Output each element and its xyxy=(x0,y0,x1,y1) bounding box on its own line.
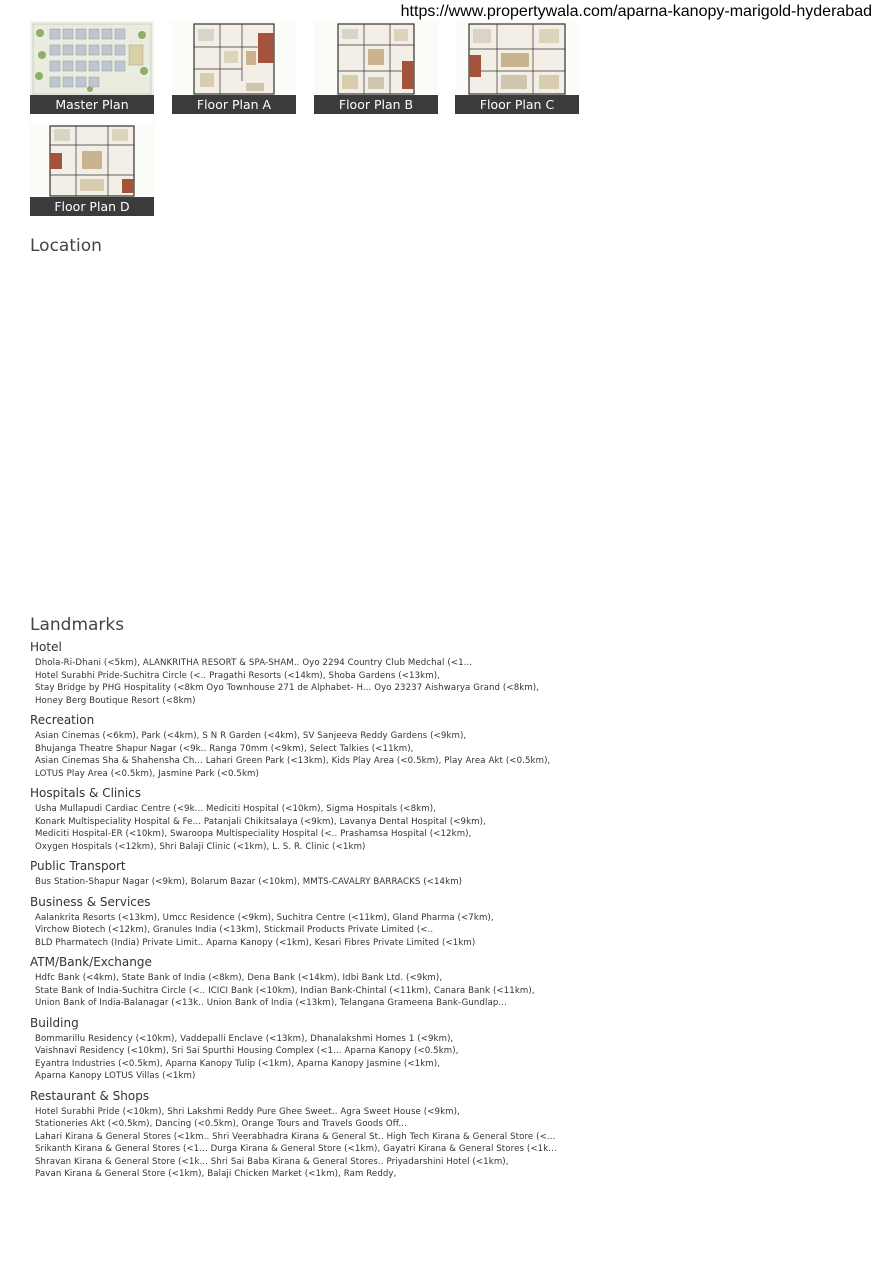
thumbnail-caption: Floor Plan A xyxy=(172,95,296,114)
floor-plan-b-image xyxy=(314,21,438,96)
master-plan-thumbnail[interactable] xyxy=(30,21,154,114)
floor-plan-a-image xyxy=(172,21,296,96)
landmark-line: Vaishnavi Residency (<10km), Sri Sai Spurthi Housing Complex (<1... Aparna Kanopy (<0.5km), xyxy=(35,1046,459,1056)
floor-plan-a-thumbnail[interactable] xyxy=(172,21,296,114)
landmark-category xyxy=(30,1016,630,1083)
landmark-category-title: ATM/Bank/Exchange xyxy=(30,955,152,969)
landmark-line: Bhujanga Theatre Shapur Nagar (<9k.. Ranga 70mm (<9km), Select Talkies (<11km), xyxy=(35,743,414,754)
landmark-line: Stationeries Akt (<0.5km), Dancing (<0.5km), Orange Tours and Travels Goods Off... xyxy=(35,1119,407,1129)
landmark-category-title: Business & Services xyxy=(30,894,151,909)
floor-plan-d-thumbnail[interactable] xyxy=(30,123,154,216)
landmark-line: Dhola-Ri-Dhani (<5km), ALANKRITHA RESORT & SPA-SHAM.. Oyo 2294 Country Club Medchal (<1... xyxy=(35,658,473,668)
landmarks-title: Landmarks xyxy=(30,615,125,635)
landmark-line: Bus Station-Shapur Nagar (<9km), Bolarum Bazar (<10km), MMTS-CAVALRY BARRACKS (<14km) xyxy=(35,877,463,887)
floor-plan-c-image xyxy=(455,21,579,96)
floor-plan-d-image xyxy=(30,123,154,198)
landmark-category xyxy=(30,713,630,780)
landmark-line: Konark Multispeciality Hospital & Fe... Patanjali Chikitsalaya (<9km), Lavanya Dental Hospital (<9km), xyxy=(35,816,486,827)
page-url[interactable]: https://www.propertywala.com/aparna-kanopy-marigold-hyderabad xyxy=(400,3,872,20)
landmark-category xyxy=(30,1089,630,1181)
landmark-line: Aparna Kanopy LOTUS Villas (<1km) xyxy=(35,1071,196,1081)
landmark-category xyxy=(30,640,630,707)
landmark-category-title: Building xyxy=(30,1015,79,1030)
landmark-category xyxy=(30,955,630,1010)
landmark-line: Asian Cinemas Sha & Shahensha Ch... Lahari Green Park (<13km), Kids Play Area (<0.5km), Play Area Akt (<0.5km), xyxy=(35,756,551,766)
location-title: Location xyxy=(30,236,102,256)
landmark-line: Hdfc Bank (<4km), State Bank of India (<8km), Dena Bank (<14km), Idbi Bank Ltd. (<9km), xyxy=(35,973,443,983)
landmark-line: Mediciti Hospital-ER (<10km), Swaroopa Multispeciality Hospital (<.. Prashamsa Hospital (<12km), xyxy=(35,829,472,839)
landmark-line: Shravan Kirana & General Store (<1k... Shri Sai Baba Kirana & General Stores.. Priyadarshini Hotel (<1km), xyxy=(35,1156,509,1167)
landmark-line: Hotel Surabhi Pride-Suchitra Circle (<.. Pragathi Resorts (<14km), Shoba Gardens (<13km), xyxy=(35,670,440,681)
landmark-line: Hotel Surabhi Pride (<10km), Shri Lakshmi Reddy Pure Ghee Sweet.. Agra Sweet House (<9km), xyxy=(35,1106,460,1117)
landmark-line: Eyantra Industries (<0.5km), Aparna Kanopy Tulip (<1km), Aparna Kanopy Jasmine (<1km), xyxy=(35,1058,441,1069)
landmark-line: Stay Bridge by PHG Hospitality (<8km Oyo Townhouse 271 de Alphabet- H... Oyo 23237 Aishwarya Grand (<8km), xyxy=(35,683,540,693)
landmark-category-title: Public Transport xyxy=(30,859,126,873)
landmark-category xyxy=(30,895,630,950)
landmark-line: Bommarillu Residency (<10km), Vaddepalli Enclave (<13km), Dhanalakshmi Homes 1 (<9km), xyxy=(35,1033,454,1044)
landmark-category-title: Hotel xyxy=(30,640,62,654)
landmark-line: Asian Cinemas (<6km), Park (<4km), S N R Garden (<4km), SV Sanjeeva Reddy Gardens (<9km), xyxy=(35,731,467,741)
landmark-line: Lahari Kirana & General Stores (<1km.. Shri Veerabhadra Kirana & General St.. High Tech Kirana & General Store (<... xyxy=(35,1131,556,1142)
landmark-line: Pavan Kirana & General Store (<1km), Balaji Chicken Market (<1km), Ram Reddy, xyxy=(35,1169,397,1179)
landmark-category-title: Restaurant & Shops xyxy=(30,1088,150,1103)
master-plan-image xyxy=(30,21,154,96)
landmark-line: Usha Mullapudi Cardiac Centre (<9k... Mediciti Hospital (<10km), Sigma Hospitals (<8km), xyxy=(35,804,436,814)
landmarks-list xyxy=(30,640,630,1187)
landmark-category-title: Hospitals & Clinics xyxy=(30,786,142,800)
floor-plan-c-thumbnail[interactable] xyxy=(455,21,579,114)
landmark-line: Union Bank of India-Balanagar (<13k.. Union Bank of India (<13km), Telangana Grameena Bank-Gundlap... xyxy=(35,998,507,1008)
floor-plan-b-thumbnail[interactable] xyxy=(314,21,438,114)
landmark-line: BLD Pharmatech (India) Private Limit.. Aparna Kanopy (<1km), Kesari Fibres Private Limited (<1km) xyxy=(35,937,476,948)
landmark-line: Oxygen Hospitals (<12km), Shri Balaji Clinic (<1km), L. S. R. Clinic (<1km) xyxy=(35,841,366,852)
landmark-line: Srikanth Kirana & General Stores (<1... Durga Kirana & General Store (<1km), Gayatri Kirana & General Stores (<1k... xyxy=(35,1144,557,1154)
landmark-line: Honey Berg Boutique Resort (<8km) xyxy=(35,695,196,706)
thumbnail-caption: Floor Plan C xyxy=(455,95,579,114)
landmark-category-title: Recreation xyxy=(30,713,95,727)
landmark-line: State Bank of India-Suchitra Circle (<.. ICICI Bank (<10km), Indian Bank-Chintal (<11km), Canara Bank (<11km), xyxy=(35,985,535,996)
thumbnail-caption: Floor Plan D xyxy=(30,197,154,216)
thumbnail-caption: Floor Plan B xyxy=(314,95,438,114)
landmark-line: LOTUS Play Area (<0.5km), Jasmine Park (<0.5km) xyxy=(35,768,259,779)
landmark-category xyxy=(30,786,630,853)
landmark-line: Virchow Biotech (<12km), Granules India (<13km), Stickmail Products Private Limited (<.. xyxy=(35,925,434,935)
location-map-area[interactable] xyxy=(30,266,590,596)
thumbnail-caption: Master Plan xyxy=(30,95,154,114)
landmark-line: Aalankrita Resorts (<13km), Umcc Residence (<9km), Suchitra Centre (<11km), Gland Pharma (<7km), xyxy=(35,912,494,923)
landmark-category xyxy=(30,859,630,889)
